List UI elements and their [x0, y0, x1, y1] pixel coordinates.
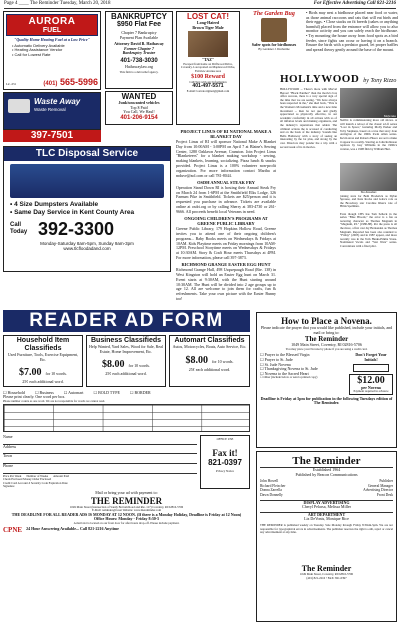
- payment-options[interactable]: Check Enclosed Money Order Enclosed: [3, 477, 52, 482]
- garden-bug: [244, 11, 304, 71]
- staff-paper: The Reminder: [260, 455, 393, 468]
- page-header-right: For Effective Advertising Call 821-2216: [313, 1, 396, 6]
- bankruptcy-attorney: Attorney David B. Hathaway: [114, 41, 164, 47]
- hollywood-text: Netflix is commissioning more old shows. A will launch a reboot of the classic sci-fi series "Lost in Space," featuring Molly Parker and Toby Stephens, based on a true that story Joan Arrington of the 1960s Irwin Allen series. Kevin Aron and Roberto Hueco are set to make it appear in a reality. Starring as John Robinson replaces by Guy Williams in the 1960s's version, was a 1998 film by William Hurt.: [340, 119, 397, 151]
- classified-desc: Help Wanted, Yard Sales, Wood for Sale, Real Estate, Home Improvement, Etc.: [89, 344, 163, 354]
- lost-cat-phone: 401-497-5571: [192, 83, 224, 90]
- bankruptcy-line: Former Chapter 7: [123, 45, 154, 51]
- bankruptcy-line: Bankruptcy Trustee: [122, 50, 156, 56]
- cat-photo: [188, 31, 228, 57]
- fax-number: 821-0397: [208, 457, 242, 467]
- bankruptcy-line: Chapter 7 Bankruptcy: [121, 30, 157, 35]
- aurora-tagline: "Quality Home Heating Fuel at a Low Price": [14, 37, 90, 42]
- checkbox-icon: ☐: [260, 352, 264, 358]
- bankruptcy-web: Hathawaylaw.org: [125, 63, 153, 69]
- novena-paper: The Reminder: [304, 335, 349, 344]
- bankruptcy-title: BANKRUPTCY: [111, 12, 167, 21]
- aurora-bullet: • Call for Lowest Rate: [12, 51, 51, 57]
- bankruptcy-line: Payment Plan Available: [119, 34, 159, 40]
- bankruptcy-ad: [105, 11, 173, 89]
- lost-cat-name: "TAZ": [201, 57, 215, 63]
- household-classifieds: [3, 335, 83, 387]
- field-label: Town: [3, 453, 13, 459]
- dumpster-image: [10, 164, 164, 198]
- novena-address: 1049 Main Street, Coventry, RI 02816-5706: [291, 342, 362, 348]
- novena-option[interactable]: [260, 376, 349, 380]
- option-label: Other (include below or send a printed copy): [263, 375, 318, 380]
- checkbox-icon: ☐: [260, 375, 263, 380]
- aurora-fuel-ad: [3, 11, 101, 90]
- display-dept: DISPLAY ADVERTISING: [260, 500, 393, 506]
- check-label: Business: [39, 390, 54, 395]
- novena-form: [256, 312, 397, 448]
- mail-line: Mail or bring your ad with payment to:: [95, 489, 158, 495]
- classified-extra: 25¢ each additional word.: [188, 366, 231, 372]
- article-body: Greene Public Library, 179 Hopkins Hollow Road, Greene invites you to attend one of their ongoing children's programs... Baby Books meets on Wednesdays & Fridays at 10AM. Kids Playtime meets on Friday mornings from 10AM-12PM. Preschool Storytime meets on Wednesdays & Fridays at 10:30AM. Story & Craft Hour meets Thursdays at 4PM. For more information, please call 397-3873.: [176, 226, 276, 260]
- tlc-bullet: • 4 Size Dumpsters Available: [10, 201, 99, 208]
- classified-extra: 25¢ each additional word.: [22, 379, 64, 385]
- novena-price-per: per Novena: [361, 384, 381, 390]
- classified-per: for 10 words.: [128, 363, 150, 369]
- option-label: Novena to the Sacred Heart: [264, 370, 309, 376]
- article-body: Richmond Grange Hall, 498 Usquepaugh Road (Rte. 138) in West Kingston will hold an Easter Egg hunt on March 31. Event starts at 9:30AM, with the Hunt starting around 10:30AM. The Hunt will be divided into 2 age groups up to age 12. All are welcome to join them for crafts, fun & refreshments. Take your own picture with the Easter Bunny too!: [176, 267, 276, 302]
- classified-price: $8.00: [185, 354, 209, 366]
- tlc-web: www.tlcfloodadand.com: [63, 246, 111, 251]
- garden-bug-text: • Birds may nest a birdhouse placed near food or water, as those animal raccoons and cats that will eat birds and their eggs. • Close stacks on fit breeds (oakes or anything harmful) placed from the entrance will allow you to also monitor activity and you can safely reach the birdhouse. • Try mounting the house away from food spots as a bird feeder, since fights can occur or having it on a branch. Ensure the birds with a predator guard, let proper baffles and spread theory gently around the base of the mount.: [306, 11, 398, 52]
- field-address[interactable]: [3, 445, 197, 455]
- wanted-line: Top $ Paid: [130, 104, 148, 110]
- checkbox-icon: ☐: [260, 361, 264, 367]
- option-label: Prayer to the Blessed Virgin: [264, 352, 310, 358]
- field-name[interactable]: [3, 435, 197, 445]
- waste-away-name: Waste Away: [34, 97, 81, 106]
- check-label: Automart: [68, 390, 84, 395]
- footer-tel: (401) 821-2216 • FAX: 821-0397: [306, 575, 347, 580]
- option-label: St. Jude Novena: [264, 361, 291, 367]
- novena-price-note: Payment required in advance: [353, 389, 389, 394]
- legal-notice: THE REMINDER is published weekly on Tuesday. Sale Monday through Friday 8:30am-5pm. We are not responsible for typographical errors in advertisements. The publisher reserves the right to edit, reject or cancel any advertisement at any time.: [260, 523, 393, 535]
- field-price[interactable]: Price Per Week: [3, 473, 22, 478]
- staff-box: [256, 451, 397, 622]
- fax-box: [200, 435, 250, 489]
- check-bold[interactable]: [93, 390, 119, 395]
- staff-name: Donna Zarrella: [260, 488, 282, 493]
- field-amount[interactable]: Amount Paid: [53, 473, 69, 478]
- field-label: Phone: [3, 462, 13, 468]
- garden-bug-author: By Gardener J. Ducharme: [258, 46, 290, 51]
- checkbox-icon: ☐: [260, 366, 264, 372]
- reader-ad-banner: READER AD FORM: [3, 310, 250, 332]
- bankruptcy-phone: 401-738-3030: [120, 57, 158, 64]
- classified-title: Household Item Classifieds: [16, 337, 70, 352]
- article-head: RICHMOND GRANGE EASTER EGG HUNT: [181, 262, 271, 268]
- business-classifieds: [86, 335, 166, 387]
- reminder-name: THE REMINDER: [90, 495, 163, 506]
- field-label: Address: [3, 443, 17, 449]
- waste-away-sub: Waste Removal: [34, 107, 66, 112]
- staff-name: Dawn Donnelly: [260, 492, 283, 497]
- aurora-license: Lic. #31: [6, 82, 16, 86]
- staff-est: Established 1964: [312, 467, 341, 472]
- classified-desc: Used Furniture, Tools, Exercise Equipment, Etc.: [7, 352, 79, 362]
- article-body: Operation Stand Down RI is hosting their Annual Steak Fry on March 24 from 1-6PM at the Smithfield Elks Lodge, 326 Farnum Pike in Smithfield. Tickets are $25/person and it is requested you purchase in advance. Tickets are available online at osdri.org or by calling Sherry at 383-4730 or 261-9666. All proceeds benefit local Veterans in need.: [176, 184, 276, 214]
- art-dept: ART DEPARTMENT: [260, 512, 393, 518]
- aurora-bullet: • Heating Assistance Vendor: [12, 47, 63, 53]
- classified-extra: 25¢ each additional word.: [105, 371, 147, 377]
- aurora-logo: [6, 14, 98, 36]
- option-label: Prayer to St. Jude: [264, 356, 293, 362]
- article-head: OSDH ANNUAL STEAK FRY: [197, 179, 255, 185]
- lost-cat-title: LOST CAT!: [186, 12, 230, 21]
- tlc-bullet: • Same Day Service in Kent County Area: [10, 209, 135, 216]
- lost-cat-details: Escaped from home on Driftwood Drive, Coventry. Last spotted on Maplewood Drive, Fairview Avenue area: [180, 61, 236, 73]
- classified-price: $7.00: [19, 367, 42, 379]
- staff-row: [260, 493, 393, 498]
- hollywood-column: [280, 73, 397, 281]
- credit-card-fields[interactable]: Credit Card Account # Security Code Expiration Date: [3, 480, 68, 485]
- aurora-phone-prefix: (401): [43, 81, 58, 87]
- footer-address: 1049 Main Street, Coventry, RI 02816-5706: [299, 571, 354, 576]
- waste-away-phone: 397-7501: [3, 130, 101, 142]
- reminder-address: 1049 Main Street (intersection of Sandy Bottom Road and Rte. 117) Coventry, RI 02816-5706: [69, 504, 184, 509]
- wanted-line: Junk/unwanted vehicles: [118, 100, 160, 105]
- lost-cat-reward: $100 Reward: [191, 73, 225, 80]
- photo-label: Majwreka: [383, 114, 396, 118]
- field-label: Name: [3, 434, 13, 440]
- staff-name: Richard Fleischer: [260, 483, 286, 488]
- article-head: PROJECT LINUS OF RI NATIONAL MAKE A BLANKET DAY: [180, 129, 272, 139]
- page-header-left: Page 4 ____ The Reminder Tuesday, March 20, 2018: [4, 1, 111, 6]
- lost-cat-line: Brown Tiger Male: [192, 24, 224, 30]
- lost-cat-line: Long-Haired: [196, 20, 220, 25]
- reader-ad-form: [3, 310, 250, 622]
- checkbox-icon: ☐: [34, 390, 39, 395]
- tlc-call: Call Today: [10, 222, 28, 235]
- reader-deadline: THE DEADLINE FOR ALL READER ADS IS MONDAY AT 12 NOON. (If there is a Monday Holiday, Deadline is Friday at 12 Noon): [11, 511, 242, 517]
- initials-reminder: Don't Forget Your Initials!: [355, 352, 387, 362]
- office-use: OFFICE USE: [216, 437, 234, 442]
- signature-field[interactable]: Signature: [3, 484, 15, 489]
- novena-price: $12.00: [357, 374, 385, 386]
- truck-icon: [8, 99, 30, 113]
- word-grid[interactable]: [3, 404, 250, 432]
- hollywood-text: joining stars for Beth Broderick as Dylan Sprouse, and Kate Rocks and Gabe's role as the Broadway star Caroline Rhea's role of Hilda Spellman.: [340, 194, 397, 209]
- checkbox-icon: ☐: [260, 370, 264, 376]
- aurora-logo-bottom: FUEL: [42, 27, 62, 34]
- wanted-title: WANTED: [121, 92, 157, 101]
- checkbox-icon: ☐: [3, 390, 7, 395]
- article-body: Project Linus of RI will sponsor National Make A Blanket Day from 10:00AM - 3:00PM on April 7 at Blaine's Sewing Center, 1280 Oaklawn Avenue, Cranston. Join Project Linus "Blanketeers" for a blanket making workshop - sewing, making blankets, learning, socializing. Pizza lunch & snacks provided. Project Linus is a 100% volunteer non-profit organization. For more information contact Martha at mduve@aol.com or call 781-8044.: [176, 139, 276, 178]
- waste-away-ad: [3, 92, 101, 130]
- classified-title: Business Classifieds: [90, 337, 162, 344]
- check-label: BOLD TYPE: [98, 390, 120, 395]
- hollywood-text: HOLLYWOOD -- There's more with Marvel Heroes' "Black Panther" than the movie's box office success, there is a very special sign of the time that we are seeing. "We have always been respected in the," she died back, "This is the Women's Movement's time and a new time movement -- then be not use and gladly appreciated as physically effective, in our academic conformity in all actions with so of all inflation levels and making organizers, and the industry's reputations that added. The criminal actions the is accused of conducting and on the basis of the industry. Sounds like Bella Hathaway with a story of seeing an interesting by the lot plus, and strong by the cast. Directors may ponder the a trip with a second week of its in movies.: [280, 88, 337, 149]
- checkbox-icon: ☐: [93, 390, 98, 395]
- community-news: [176, 128, 276, 304]
- tlc-hours: Monday-Saturday 8am-5pm, Sunday 9am-3pm: [40, 241, 134, 246]
- staff-role: Advertising Director: [363, 488, 393, 493]
- check-label: Household: [7, 390, 25, 395]
- staff-role: Front Desk: [376, 492, 393, 497]
- classified-price: $8.00: [102, 359, 125, 371]
- office-hours: Office Hours: Monday - Friday 8:30-5: [93, 516, 160, 522]
- article-head: ONGOING CHILDREN'S PROGRAMS AT GREENE PUBLIC LIBRARY: [184, 216, 268, 227]
- display-names: Cheryl Pelarsa, Melissa Miller: [302, 504, 351, 510]
- lost-cat-email: E-mail: lostcatoriginal@gmail.com: [186, 88, 230, 93]
- initials-field[interactable]: [353, 364, 389, 372]
- check-border[interactable]: [130, 390, 151, 395]
- hollywood-caption: Yea Kasatkas: [360, 190, 377, 194]
- birdhouse-icon: [261, 18, 287, 42]
- fax-label: Fax it!: [212, 447, 238, 458]
- hollywood-text: Even though CBS has Tom Selleck in the series "Blue Bloods," the actor is a fan as recurring character as Thomas Magnum in "Magnum, P.I." (1980-88). Per the press is all the more, a first cast Jay Hernandez as Thomas Magnum. Reported has been also reunited to "Friday" (2003) and in 1987 appear, and more recently was in the Tom Hanks-Emma Stone. Nominated Vocals and "Star Wars" series. Conventions with a final pilot.: [340, 212, 397, 248]
- check-automart[interactable]: [64, 390, 84, 395]
- page-header: [4, 1, 396, 9]
- option-label: Thanksgiving Novena to St. Jude: [264, 366, 318, 372]
- classified-per: for 10 words.: [45, 371, 67, 377]
- garden-bug-title: The Garden Bug: [253, 11, 295, 17]
- check-label: BORDER: [134, 390, 151, 395]
- aurora-phone: 565-5996: [59, 77, 98, 87]
- staff-role: General Manager: [367, 483, 393, 488]
- aurora-logo-top: AURORA: [28, 16, 76, 27]
- classified-desc: Autos, Motorcycles, Boats, Auto Service, Etc.: [172, 344, 247, 349]
- novena-deadline: Deadline is Friday at 5pm for publication in the following Tuesdays edition of The Reminder.: [260, 395, 393, 406]
- lost-cat-call: Call/Text with any Information: [189, 79, 227, 84]
- privacy-notice: Privacy Notice: [216, 468, 234, 473]
- hollywood-byline: by Tony Rizzo: [363, 78, 397, 84]
- classified-title: Automart Classifieds: [174, 337, 245, 344]
- tlc-disposal-ad: [3, 146, 171, 272]
- answering-note: 24 Hour Answering Available... Call 821-2216 Anytime: [26, 526, 119, 532]
- hollywood-photo-2: [340, 163, 397, 191]
- form-prompt-2: Phone number counts as one word. We are not responsible for words we cannot read.: [3, 398, 106, 403]
- checkbox-icon: ☐: [260, 356, 264, 362]
- wanted-line: You Call, We Haul!: [123, 109, 155, 115]
- reminder-email: E-Mail: reminder@ri.net Website: www.thereminder.com: [91, 508, 162, 513]
- aurora-bullet: • Automatic Delivery Available: [12, 42, 65, 48]
- art-names: Liz DeVonis, Monique Rice: [304, 516, 349, 522]
- classified-per: for 10 words.: [212, 358, 234, 364]
- price-badge: [349, 374, 393, 395]
- field-weeks[interactable]: Number of Weeks: [26, 473, 49, 478]
- automart-classifieds: [169, 335, 250, 387]
- checkbox-icon: ☐: [63, 390, 68, 395]
- checkbox-icon: ☐: [129, 390, 134, 395]
- mail-slot-note: A mail slot is located on our front door for after hours drop-off. Please include payment.: [73, 520, 180, 525]
- hollywood-photo: [340, 88, 397, 118]
- footer-paper: The Reminder: [301, 563, 352, 573]
- bankruptcy-disclaimer: This firm is a debt relief agency.: [119, 69, 159, 74]
- tlc-title: TLC Disposal Service: [4, 147, 170, 161]
- hollywood-title: HOLLYWOOD: [280, 73, 360, 85]
- wanted-phone: 401-206-9154: [120, 114, 158, 121]
- garden-bug-topic: Safer spots for birdhouses: [251, 42, 297, 47]
- bankruptcy-fee: $950 Flat Fee: [117, 21, 161, 28]
- field-phone[interactable]: [3, 464, 197, 474]
- staff-role: Publisher: [379, 479, 393, 484]
- form-prompt: Please print clearly. One word per box.: [3, 394, 66, 399]
- tlc-phone: 392-3300: [38, 219, 115, 239]
- staff-pub: Published by Beacon Communications: [295, 471, 358, 477]
- wanted-ad: [105, 91, 173, 125]
- lost-cat-ad: [176, 11, 240, 125]
- novena-phone-note: You may place your Novena by phone if you are using a credit card.: [285, 346, 368, 351]
- staff-name: John Howell: [260, 479, 279, 484]
- novena-instructions: Please indicate the prayer that you would like published, include your initials, and mail or bring to:: [260, 325, 393, 335]
- novena-title: How to Place a Novena.: [281, 316, 372, 326]
- field-town[interactable]: [3, 454, 197, 464]
- cpne-logo: CPNE: [3, 525, 23, 534]
